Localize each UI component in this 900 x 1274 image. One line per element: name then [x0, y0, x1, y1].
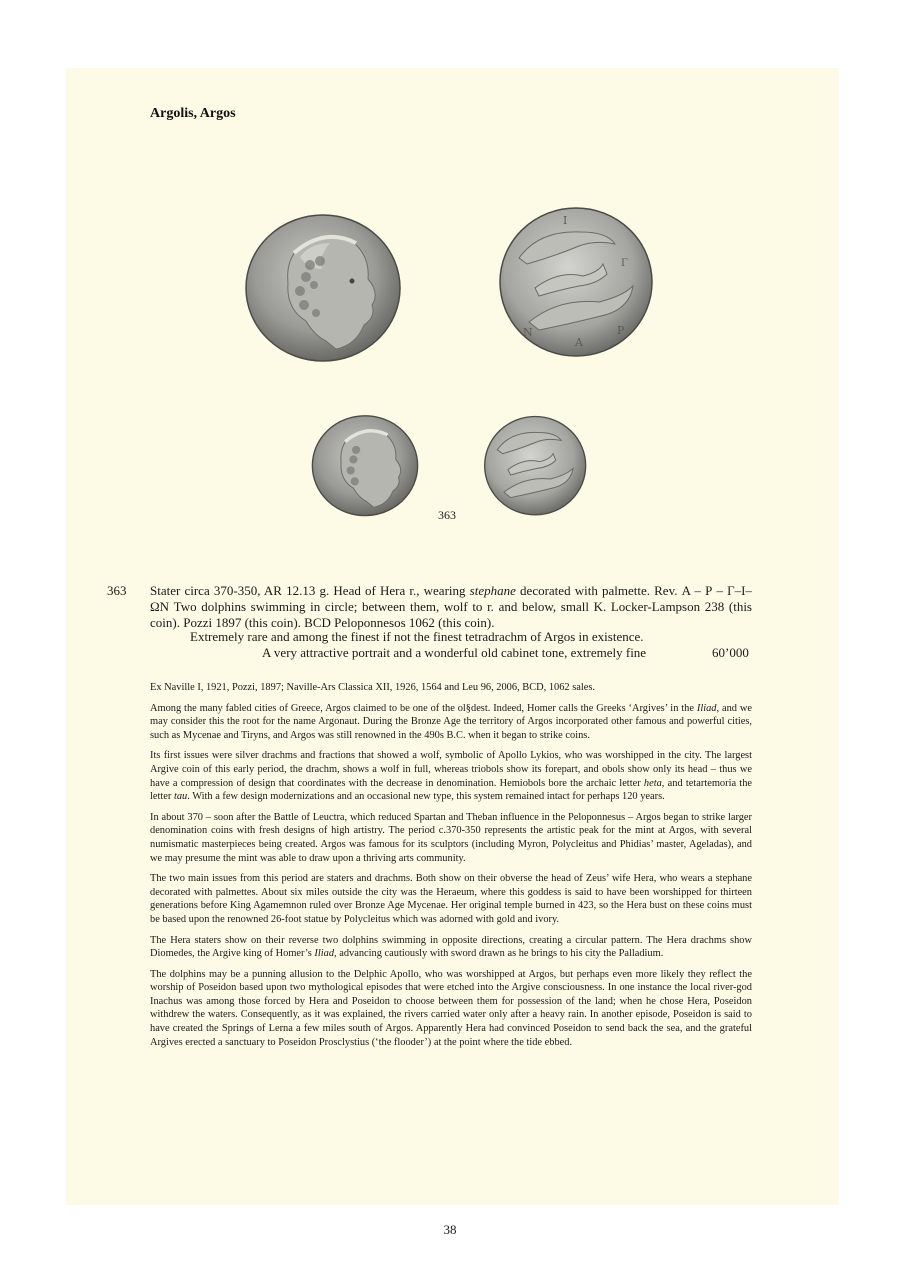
paragraph: The Hera staters show on their reverse two dolphins swimming in opposite directions, creating a circular pattern. The Hera drachms show Diomedes, the Argive king of Homer’s Iliad, advancing cautiously with sword drawn as he brings to his city the Palladium. — [150, 934, 752, 960]
lot-number: 363 — [107, 583, 127, 598]
grade-line-2: A very attractive portrait and a wonderful old cabinet tone, extremely fine — [262, 645, 647, 660]
paragraph: The dolphins may be a punning allusion to the Delphic Apollo, who was worshipped at Argos, but perhaps even more likely they reflect the worship of Poseidon based upon two mythological episodes that were etched into the Argive consciousness. In one instance the local river-god Inachus was among those forced by Hera and Poseidon to choose between them for possession of the land; when he chose Hera, Poseidon withdrew the waters. Consequently, as it was explained, the rivers carried water only after a heavy rain. In another episode, Poseidon is said to have created the Springs of Lerna a few miles south of Argos. Apparently Hera had convinced Poseidon to send back the sea, and the grateful Argives erected a sanctuary to Poseidon Prosclystius (‘the flooder’) at the point where the tide ebbed. — [150, 968, 752, 1048]
coin-obverse-large — [244, 213, 402, 364]
image-lot-number: 363 — [438, 508, 456, 522]
section-title: Argolis, Argos — [150, 106, 236, 121]
paragraph: In about 370 – soon after the Battle of Leuctra, which reduced Spartan and Theban influence in the Peloponnesus – Argos began to strike larger denomination coins with fresh designs of high artistry. The period c.370-350 represents the artistic peak for the mint at Argos, with several numismatic masterpieces being created. Argos was famous for its sculptors (including Myron, Polycleitus and Phidias’ master, Ageladas), and we may presume the mint was able to draw upon a thriving arts community. — [150, 811, 752, 864]
estimate-price: 60’000 — [712, 645, 749, 660]
lot-description: Stater circa 370-350, AR 12.13 g. Head of Hera r., wearing stephane decorated with palmette. Rev. Α – Ρ – Γ–Ι– ΩΝ Two dolphins swimming in circle; between them, wolf to r. and below, small Κ. Locker-Lampson 238 (this coin). Pozzi 1897 (this coin). BCD Peloponnesos 1062 (this coin). — [150, 583, 752, 630]
svg-text:Ρ: Ρ — [617, 324, 625, 337]
paragraph: Its first issues were silver drachms and fractions that showed a wolf, symbolic of Apollo Lykios, who was worshipped in the city. The largest Argive coin of this early period, the drachm, shows a wolf in full, whereas triobols show its forepart, and obols show only its head – thus we have a compression of design that coordinates with the decrease in denomination. Hemiobols bore the archaic letter heta, and tetartemoria the letter tau. With a few design modernizations and an occasional new type, this system remained intact for perhaps 120 years. — [150, 750, 752, 803]
coin-obverse-small — [311, 412, 419, 520]
paragraph: The two main issues from this period are staters and drachms. Both show on their obverse the head of Zeus’ wife Hera, who wears a stephane decorated with palmettes. About six miles outside the city was the Heraeum, where this goddess is said to have been worshipped for thirteen generations before King Agamemnon ruled over Bronze Age Mycenae. Her original temple burned in 423, so the Hera bust on these coins must be based upon the renowned 26-foot statue by Polycleitus which was adorned with gold and ivory. — [150, 873, 752, 925]
coin-reverse-large — [499, 206, 654, 359]
coin-reverse-small — [484, 411, 587, 521]
grade-line-1: Extremely rare and among the finest if not the finest tetradrachm of Argos in existence. — [190, 629, 644, 644]
svg-text:Ι: Ι — [563, 214, 568, 227]
svg-text:Α: Α — [575, 336, 583, 349]
svg-text:Γ: Γ — [621, 258, 628, 269]
page-number: 38 — [443, 1222, 457, 1237]
svg-text:Ν: Ν — [523, 326, 533, 339]
paragraph: Among the many fabled cities of Greece, Argos claimed to be one of the ol§dest. Indeed, Homer calls the Greeks ‘Argives’ in the Iliad, and we may consider this the root for the name Argonaut. During the Bronze Age the territory of Argos incorporated other famous and powerful cities, such as Mycenae and Tiryns, and Argos was still renowned in the 490s B.C. when it began to strike coins. — [150, 702, 752, 741]
provenance: Ex Naville I, 1921, Pozzi, 1897; Naville-Ars Classica XII, 1926, 1564 and Leu 96, 2006, BCD, 1062 sales. — [150, 682, 595, 693]
article-body — [150, 681, 752, 1056]
